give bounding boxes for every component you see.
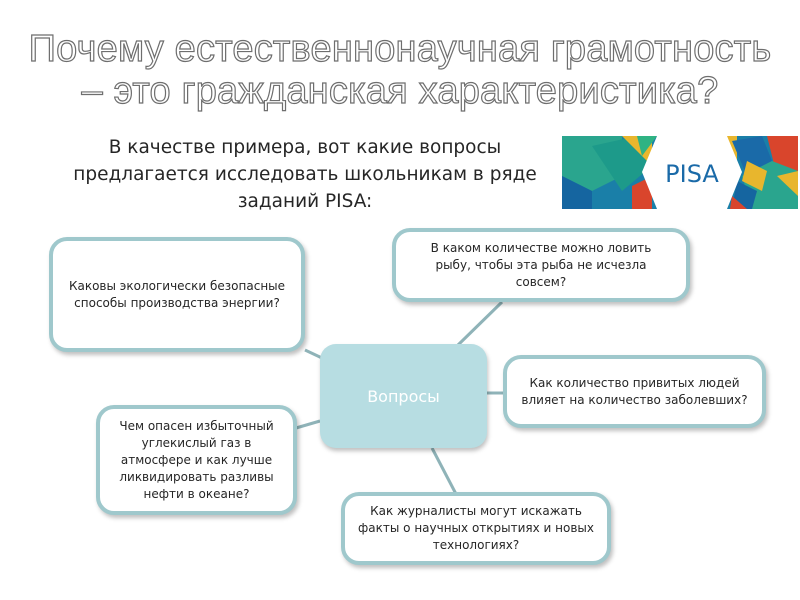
node-fish-text: В каком количестве можно ловить рыбу, чтобы эта рыба не исчезла совсем? <box>430 240 652 289</box>
subtitle-line-3: заданий PISA: <box>237 191 373 212</box>
node-co2 <box>96 405 297 515</box>
title-line-2: – это гражданская характеристика? <box>81 70 719 112</box>
center-node-questions <box>320 344 487 448</box>
node-vaccination-text: Как количество привитых людей влияет на количество заболевших? <box>521 375 748 407</box>
center-node-label: Вопросы <box>367 386 440 406</box>
pisa-logo-text: PISA <box>665 160 719 188</box>
node-co2-text: Чем опасен избыточный углекислый газ в атмосфере и как лучше ликвидировать разливы нефти в океане? <box>119 418 274 501</box>
node-energy-text: Каковы экологически безопасные способы производства энергии? <box>68 278 286 310</box>
node-journalists <box>341 492 611 565</box>
node-fish <box>392 228 690 302</box>
connector-co2 <box>296 421 320 428</box>
connector-journalists <box>432 448 456 494</box>
subtitle-line-1: В качестве примера, вот какие вопросы <box>108 137 502 158</box>
node-journalists-text: Как журналисты могут искажать факты о научных открытиях и новых технологиях? <box>358 504 594 552</box>
title-line-1: Почему естественнонаучная грамотность <box>28 28 772 70</box>
connector-fish <box>458 302 502 345</box>
node-energy <box>49 237 305 352</box>
node-vaccination <box>503 355 766 428</box>
subtitle-line-2: предлагается исследовать школьникам в ряде <box>73 164 537 185</box>
